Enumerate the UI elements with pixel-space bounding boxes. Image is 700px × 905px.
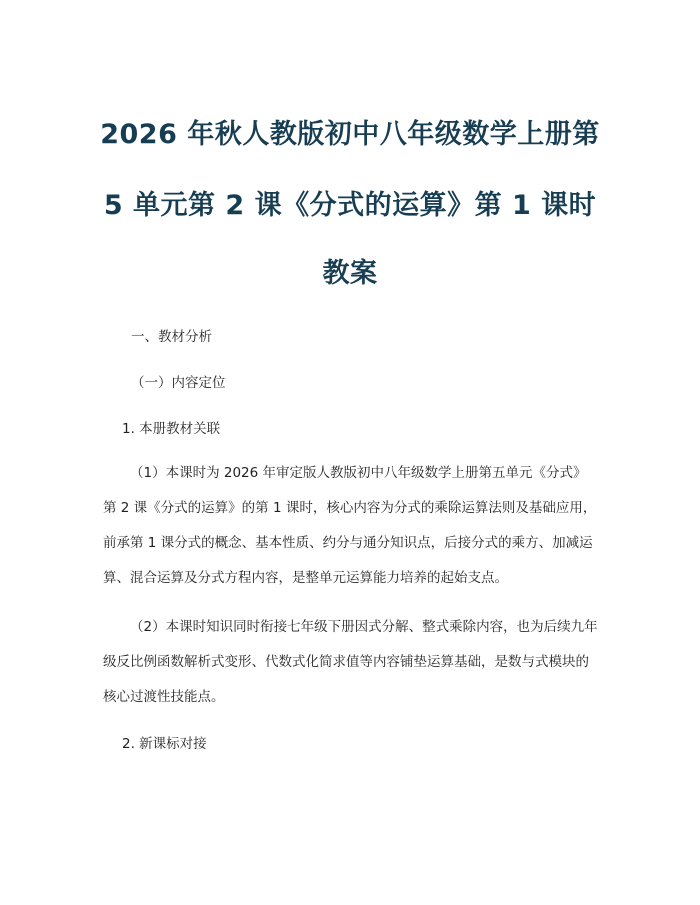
section-heading-materials-analysis: 一、教材分析 <box>131 329 212 345</box>
paragraph-1 <box>103 456 598 596</box>
item-heading-textbook-connection: 1. 本册教材关联 <box>122 421 221 437</box>
item-heading-curriculum-standard: 2. 新课标对接 <box>122 736 207 752</box>
paragraph-2-text: （2）本课时知识同时衔接七年级下册因式分解、整式乘除内容，也为后续九年级反比例函数解析式变形、代数式化简求值等内容铺垫运算基础，是数与式模块的核心过渡性技能点。 <box>103 619 598 705</box>
paragraph-1-text: （1）本课时为 2026 年审定版人教版初中八年级数学上册第五单元《分式》第 2 课《分式的运算》的第 1 课时，核心内容为分式的乘除运算法则及基础应用，前承第 1 课分式的概念、基本性质、约分与通分知识点，后接分式的乘方、加减运算、混合运算及分式方程内容，是整单元运算能力培养的起始支点。 <box>103 465 597 586</box>
subsection-heading-content-position: （一）内容定位 <box>131 375 226 391</box>
document-title-line-2: 5 单元第 2 课《分式的运算》第 1 课时 <box>103 190 597 221</box>
paragraph-2 <box>103 610 598 715</box>
document-title-line-1: 2026 年秋人教版初中八年级数学上册第 <box>100 119 600 150</box>
document-title-line-3: 教案 <box>322 258 378 289</box>
